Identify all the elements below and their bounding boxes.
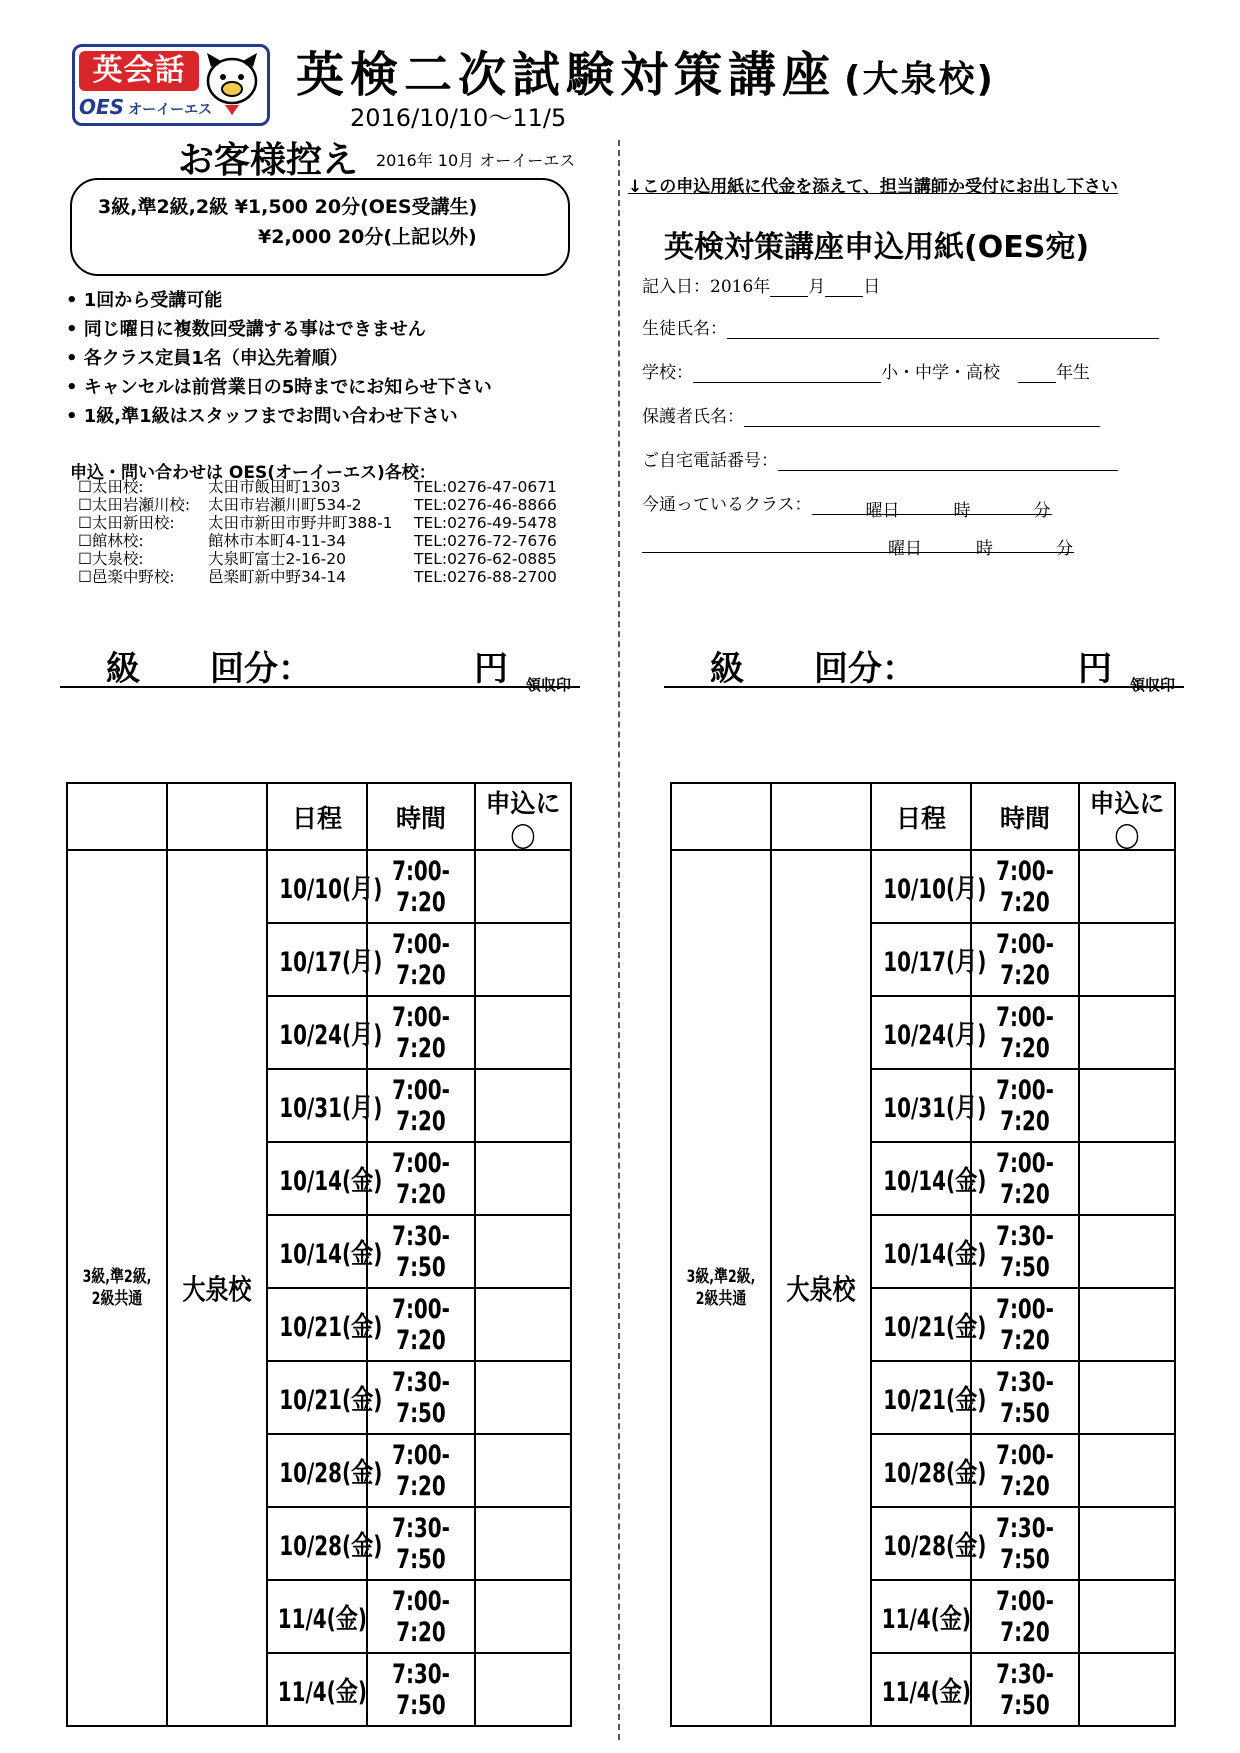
- time-cell: [367, 1288, 475, 1361]
- time-text: 7:00-7:20: [996, 1439, 1054, 1502]
- date-cell: [267, 1507, 383, 1580]
- school-name: ☐太田新田校:: [78, 514, 175, 532]
- school-cell: [167, 850, 267, 1726]
- time-text: 7:30-7:50: [392, 1366, 450, 1429]
- time-text: 7:00-7:20: [996, 1074, 1054, 1137]
- date-cell: [871, 1361, 987, 1434]
- school-address: 大泉町富士2-16-20: [208, 550, 346, 568]
- logo-eikaiwa: 英会話: [79, 51, 199, 91]
- date-cell: [267, 850, 383, 923]
- grade-cell-text: 3級,準2級,2級共通: [686, 1267, 756, 1309]
- grade-cell: [671, 850, 771, 1726]
- schedule-header-cell: 日程: [267, 783, 367, 850]
- school-list: [78, 478, 598, 586]
- date-cell: [871, 850, 987, 923]
- school-row: [78, 568, 598, 586]
- date-cell: [267, 923, 383, 996]
- schedule-row: [67, 850, 571, 923]
- school-form-row: [642, 358, 1090, 383]
- price-line-1: 3級,準2級,2級 ¥1,500 20分(OES受講生): [98, 196, 478, 218]
- date-cell: [267, 1142, 383, 1215]
- note-item: • キャンセルは前営業日の5時までにお知らせ下さい: [66, 373, 492, 402]
- time-text: 7:00-7:20: [996, 1147, 1054, 1210]
- school-address: 邑楽町新中野34-14: [208, 568, 347, 586]
- contact-heading: 申込・問い合わせは OES(オーイーエス)各校：: [70, 463, 436, 483]
- time-text: 7:30-7:50: [392, 1512, 450, 1575]
- time-cell: [971, 996, 1079, 1069]
- time-cell: [971, 1288, 1079, 1361]
- title-text: 英検二次試験対策講座: [296, 47, 837, 103]
- school-name: ☐太田岩瀬川校:: [78, 496, 191, 514]
- apply-checkbox-cell[interactable]: [1079, 1142, 1175, 1215]
- time-cell: [971, 923, 1079, 996]
- bulldog-mascot-icon: [203, 51, 261, 117]
- date-text: 10/17(月): [883, 947, 987, 978]
- date-cell: [871, 996, 987, 1069]
- apply-checkbox-cell[interactable]: [1079, 1653, 1175, 1726]
- date-text: 10/14(金): [883, 1166, 987, 1197]
- time-cell: [367, 1580, 475, 1653]
- time-text: 7:00-7:20: [996, 1001, 1054, 1064]
- schedule-header-cell: [771, 783, 871, 850]
- time-text: 7:00-7:20: [392, 928, 450, 991]
- date-text: 10/28(金): [279, 1458, 383, 1489]
- day-label: 日: [863, 277, 881, 297]
- date-text: 10/21(金): [883, 1385, 987, 1416]
- apply-checkbox-cell[interactable]: [1079, 996, 1175, 1069]
- date-text: 10/24(月): [883, 1020, 987, 1051]
- date-text: 10/10(月): [279, 874, 383, 905]
- school-name: ☐館林校:: [78, 532, 144, 550]
- time-text: 7:00-7:20: [392, 1585, 450, 1648]
- cut-line: [618, 140, 620, 1740]
- time-cell: [367, 1142, 475, 1215]
- logo-oes-kana: オーイーエス: [128, 102, 213, 118]
- school-tel: TEL:0276-47-0671: [414, 478, 557, 496]
- schedule-header-cell: [671, 783, 771, 850]
- time-text: 7:00-7:20: [392, 1074, 450, 1137]
- school-address: 太田市岩瀬川町534-2: [208, 496, 362, 514]
- date-cell: [871, 1069, 987, 1142]
- form-instruction: ↓この申込用紙に代金を添えて、担当講師か受付にお出し下さい: [628, 177, 1118, 197]
- apply-checkbox-cell[interactable]: [475, 1215, 571, 1288]
- school-tel: TEL:0276-72-7676: [414, 532, 557, 550]
- date-text: 10/31(月): [279, 1093, 383, 1124]
- apply-checkbox-cell[interactable]: [475, 996, 571, 1069]
- school-tel: TEL:0276-62-0885: [414, 550, 557, 568]
- time-text: 7:00-7:20: [996, 928, 1054, 991]
- minute-label: 分: [1033, 501, 1051, 521]
- date-text: 10/21(金): [279, 1312, 383, 1343]
- time-cell: [971, 1653, 1079, 1726]
- apply-checkbox-cell[interactable]: [1079, 1580, 1175, 1653]
- time-cell: [367, 923, 475, 996]
- time-cell: [971, 1434, 1079, 1507]
- time-text: 7:30-7:50: [996, 1512, 1054, 1575]
- date-text: 11/4(金): [277, 1677, 367, 1708]
- class-row-2: [642, 533, 1074, 559]
- schedule-header-row: [67, 783, 571, 850]
- school-label: 学校：: [642, 363, 693, 383]
- school-address: 太田市新田市野井町388-1: [208, 514, 393, 532]
- school-field[interactable]: [693, 364, 881, 383]
- apply-checkbox-cell[interactable]: [475, 1288, 571, 1361]
- schedule-header-cell: 申込に◯: [1079, 783, 1175, 850]
- schedule-row: [671, 850, 1175, 923]
- grade-year-field[interactable]: [1018, 364, 1056, 383]
- class-field-2[interactable]: [642, 534, 1074, 559]
- note-item: • 同じ曜日に複数回受講する事はできません: [66, 315, 492, 344]
- date-cell: [267, 1361, 383, 1434]
- apply-checkbox-cell[interactable]: [475, 1653, 571, 1726]
- student-row: [642, 314, 1159, 339]
- school-row: [78, 496, 598, 514]
- weekday-label: 曜日: [865, 501, 900, 521]
- schedule-header-cell: [167, 783, 267, 850]
- schedule-table-form: [670, 782, 1176, 1727]
- date-cell: [871, 1580, 971, 1653]
- note-item: • 各クラス定員1名（申込先着順）: [66, 344, 492, 373]
- receipt-grade: 級: [106, 649, 140, 689]
- time-cell: [971, 1142, 1079, 1215]
- logo-oes-text: OES: [79, 95, 125, 119]
- date-cell: [267, 1434, 383, 1507]
- hour-label: 時: [953, 501, 971, 521]
- schedule-header-cell: 時間: [971, 783, 1079, 850]
- date-cell: [267, 1580, 367, 1653]
- schedule-header-cell: 日程: [871, 783, 971, 850]
- date-cell: [267, 1288, 383, 1361]
- price-line-2: ¥2,000 20分(上記以外): [258, 226, 477, 248]
- school-address: 太田市飯田町1303: [208, 478, 341, 496]
- date-text: 10/31(月): [883, 1093, 987, 1124]
- guardian-row: [642, 402, 1100, 427]
- time-cell: [971, 1361, 1079, 1434]
- schedule-header-cell: 時間: [367, 783, 475, 850]
- time-cell: [971, 1215, 1079, 1288]
- customer-copy-title: お客様控え: [178, 140, 359, 181]
- school-name: ☐邑楽中野校:: [78, 568, 175, 586]
- date-text: 10/21(金): [883, 1312, 987, 1343]
- apply-checkbox-cell[interactable]: [475, 1361, 571, 1434]
- time-text: 7:00-7:20: [392, 1439, 450, 1502]
- form-title: 英検対策講座申込用紙(OES宛): [664, 230, 1090, 265]
- time-text: 7:30-7:50: [392, 1658, 450, 1721]
- receipt-yen: 円: [1078, 649, 1112, 689]
- class-field-1[interactable]: [812, 496, 1052, 521]
- course-period: 2016/10/10〜11/5: [350, 104, 567, 132]
- apply-checkbox-cell[interactable]: [475, 1434, 571, 1507]
- time-cell: [971, 1580, 1079, 1653]
- form-date-row: [642, 272, 880, 297]
- time-cell: [971, 850, 1079, 923]
- time-text: 7:00-7:20: [392, 1147, 450, 1210]
- school-name: ☐太田校:: [78, 478, 144, 496]
- minute-label: 分: [1056, 539, 1073, 559]
- apply-checkbox-cell[interactable]: [475, 923, 571, 996]
- grade-suffix: 年生: [1056, 363, 1090, 383]
- receipt-yen: 円: [474, 649, 508, 689]
- grade-cell-text: 3級,準2級,2級共通: [82, 1267, 152, 1309]
- time-cell: [367, 996, 475, 1069]
- date-text: 11/4(金): [881, 1677, 971, 1708]
- time-cell: [367, 1653, 475, 1726]
- receipt-line-left: [60, 649, 580, 694]
- date-cell: [871, 923, 987, 996]
- phone-row: [642, 446, 1118, 471]
- date-cell: [871, 1142, 987, 1215]
- date-text: 10/21(金): [279, 1385, 383, 1416]
- apply-checkbox-cell[interactable]: [1079, 1069, 1175, 1142]
- time-cell: [367, 1507, 475, 1580]
- school-types: 小・中学・高校: [881, 363, 1000, 383]
- apply-checkbox-cell[interactable]: [1079, 1434, 1175, 1507]
- school-tel: TEL:0276-88-2700: [414, 568, 557, 586]
- receipt-times: 回分：: [210, 649, 312, 689]
- date-label: 記入日：2016年: [642, 277, 771, 297]
- day-field[interactable]: [825, 278, 863, 297]
- school-row: [78, 478, 598, 496]
- apply-checkbox-cell[interactable]: [1079, 923, 1175, 996]
- date-cell: [871, 1507, 987, 1580]
- school-cell-text: 大泉校: [182, 1273, 252, 1306]
- time-text: 7:30-7:50: [996, 1658, 1054, 1721]
- class-label: 今通っているクラス：: [642, 495, 812, 515]
- receipt-grade: 級: [710, 649, 744, 689]
- apply-checkbox-cell[interactable]: [475, 850, 571, 923]
- date-text: 10/14(金): [279, 1166, 383, 1197]
- school-cell-text: 大泉校: [786, 1273, 856, 1306]
- date-cell: [871, 1288, 987, 1361]
- date-cell: [267, 1069, 383, 1142]
- school-tel: TEL:0276-46-8866: [414, 496, 557, 514]
- student-name-field[interactable]: [727, 320, 1159, 339]
- date-text: 10/28(金): [883, 1458, 987, 1489]
- time-text: 7:30-7:50: [996, 1366, 1054, 1429]
- phone-field[interactable]: [778, 452, 1118, 471]
- date-text: 10/28(金): [883, 1531, 987, 1562]
- date-text: 11/4(金): [277, 1604, 367, 1635]
- time-cell: [367, 1361, 475, 1434]
- receipt-stamp: 領収印: [526, 676, 572, 694]
- school-cell: [771, 850, 871, 1726]
- school-tel: TEL:0276-49-5478: [414, 514, 557, 532]
- date-text: 10/17(月): [279, 947, 383, 978]
- date-cell: [267, 996, 383, 1069]
- receipt-line-right: [664, 649, 1184, 694]
- schedule-header-row: [671, 783, 1175, 850]
- weekday-label: 曜日: [888, 539, 922, 559]
- apply-checkbox-cell[interactable]: [1079, 1288, 1175, 1361]
- customer-copy-date: 2016年 10月 オーイーエス: [376, 151, 576, 170]
- time-text: 7:00-7:20: [996, 1293, 1054, 1356]
- apply-checkbox-cell[interactable]: [1079, 1507, 1175, 1580]
- school-row: [78, 532, 598, 550]
- guardian-label: 保護者氏名：: [642, 407, 744, 427]
- date-cell: [267, 1653, 367, 1726]
- student-label: 生徒氏名：: [642, 319, 727, 339]
- school-row: [78, 550, 598, 568]
- apply-checkbox-cell[interactable]: [475, 1142, 571, 1215]
- note-item: • 1級,準1級はスタッフまでお問い合わせ下さい: [66, 402, 492, 431]
- class-row-1: [642, 490, 1052, 521]
- apply-checkbox-cell[interactable]: [1079, 1215, 1175, 1288]
- date-text: 10/24(月): [279, 1020, 383, 1051]
- time-text: 7:00-7:20: [392, 1293, 450, 1356]
- title-campus: (大泉校): [844, 59, 995, 100]
- date-text: 10/14(金): [883, 1239, 987, 1270]
- guardian-name-field[interactable]: [744, 408, 1100, 427]
- time-cell: [367, 850, 475, 923]
- date-text: 11/4(金): [881, 1604, 971, 1635]
- date-cell: [871, 1653, 971, 1726]
- oes-logo: [72, 44, 270, 126]
- note-item: • 1回から受講可能: [66, 286, 492, 315]
- school-row: [78, 514, 598, 532]
- receipt-times: 回分：: [814, 649, 916, 689]
- school-address: 館林市本町4-11-34: [208, 532, 346, 550]
- apply-checkbox-cell[interactable]: [1079, 1361, 1175, 1434]
- receipt-stamp: 領収印: [1130, 676, 1176, 694]
- school-name: ☐大泉校:: [78, 550, 144, 568]
- apply-checkbox-cell[interactable]: [475, 1580, 571, 1653]
- time-text: 7:30-7:50: [392, 1220, 450, 1283]
- schedule-header-cell: 申込に◯: [475, 783, 571, 850]
- date-text: 10/10(月): [883, 874, 987, 905]
- schedule-header-cell: [67, 783, 167, 850]
- month-label: 月: [808, 277, 826, 297]
- phone-label: ご自宅電話番号：: [642, 451, 778, 471]
- grade-cell: [67, 850, 167, 1726]
- apply-checkbox-cell[interactable]: [475, 1069, 571, 1142]
- time-cell: [367, 1215, 475, 1288]
- time-cell: [367, 1069, 475, 1142]
- time-text: 7:00-7:20: [392, 855, 450, 918]
- apply-checkbox-cell[interactable]: [475, 1507, 571, 1580]
- date-cell: [871, 1215, 987, 1288]
- date-cell: [267, 1215, 383, 1288]
- schedule-table-customer: [66, 782, 572, 1727]
- time-text: 7:30-7:50: [996, 1220, 1054, 1283]
- time-text: 7:00-7:20: [996, 855, 1054, 918]
- page-title: [296, 36, 995, 105]
- time-text: 7:00-7:20: [392, 1001, 450, 1064]
- time-cell: [971, 1069, 1079, 1142]
- apply-checkbox-cell[interactable]: [1079, 850, 1175, 923]
- date-text: 10/14(金): [279, 1239, 383, 1270]
- date-text: 10/28(金): [279, 1531, 383, 1562]
- notes-list: [66, 286, 492, 431]
- month-field[interactable]: [770, 278, 808, 297]
- time-cell: [367, 1434, 475, 1507]
- hour-label: 時: [976, 539, 993, 559]
- time-cell: [971, 1507, 1079, 1580]
- time-text: 7:00-7:20: [996, 1585, 1054, 1648]
- date-cell: [871, 1434, 987, 1507]
